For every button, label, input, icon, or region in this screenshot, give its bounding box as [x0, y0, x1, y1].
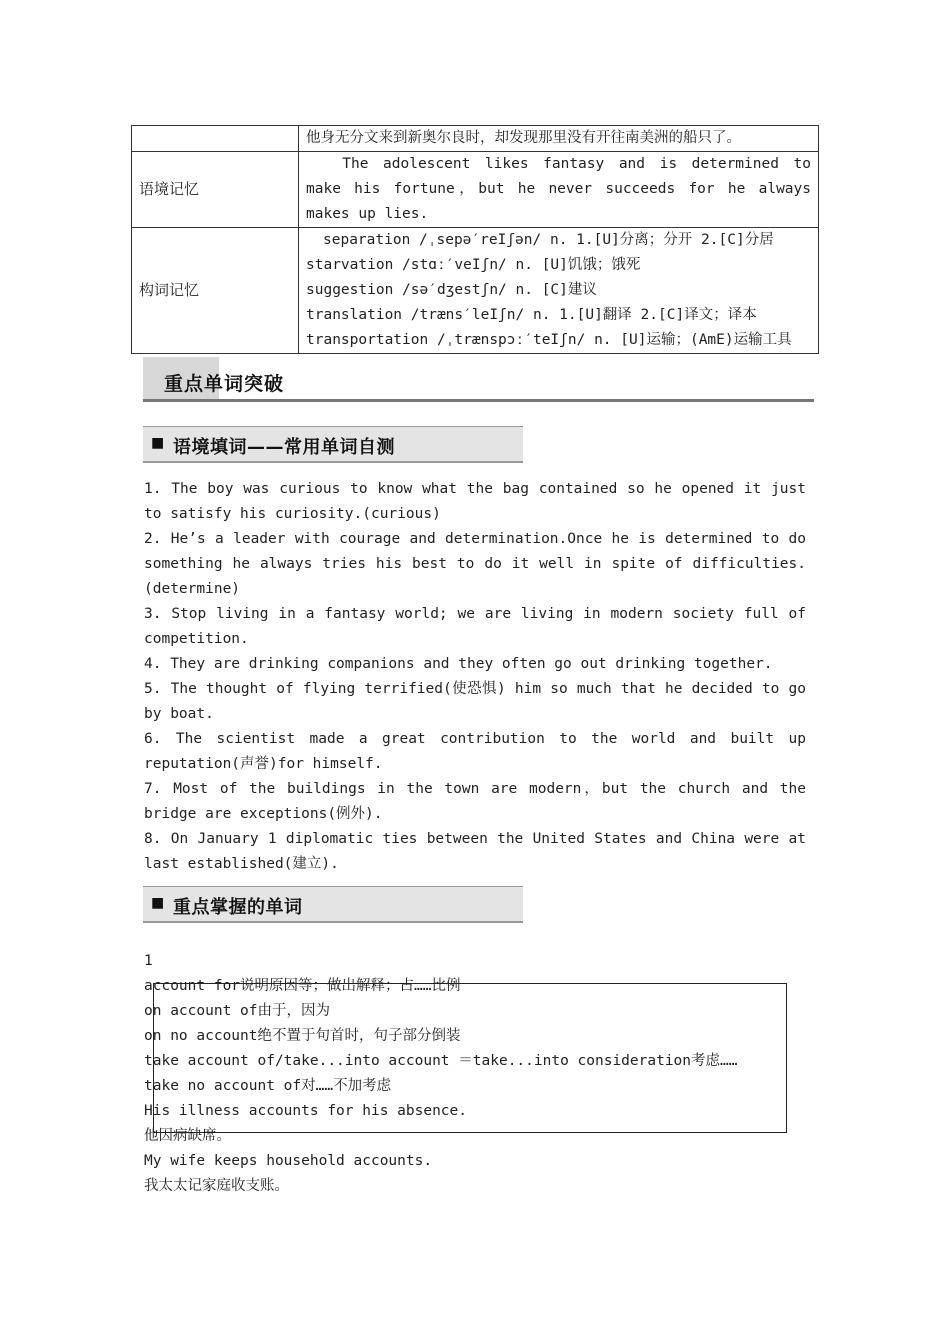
example-translation: 我太太记家庭收支账。 [144, 1178, 289, 1194]
square-bullet-icon: ■ [151, 895, 165, 911]
table-cell-empty [132, 126, 299, 152]
word-formation-cell [299, 228, 819, 354]
word-formation-line: translation /træns′leIʃn/ n. 1.[U]翻译 2.[C]译文；译本 [306, 307, 757, 323]
table-row [132, 126, 819, 152]
exercise-item: 5. The thought of flying terrified(使恐惧) him so much that he decided to go by boat. [144, 681, 806, 722]
subsection-title: 重点掌握的单词 [173, 897, 303, 918]
chinese-translation-cell: 他身无分文来到新奥尔良时，却发现那里没有开往南美洲的船只了。 [299, 126, 819, 152]
word-formation-label: 构词记忆 [132, 228, 299, 354]
exercise-item: 3. Stop living in a fantasy world; we are living in modern society full of competition. [144, 606, 806, 647]
exercise-item: 2. He’s a leader with courage and determination.Once he is determined to do something he always tries his best to do it well in spite of difficulties.(determine) [144, 531, 806, 597]
phrase-line: take account of/take...into account ＝take...into consideration考虑…… [144, 1053, 738, 1069]
exercise-item: 4. They are drinking companions and they often go out drinking together. [144, 656, 773, 672]
subsection-heading-fill-in [143, 426, 523, 463]
word-formation-line: transportation /ˌtrænspɔː′teIʃn/ n. [U]运输；(AmE)运输工具 [306, 332, 792, 348]
phrase-line: on account of由于，因为 [144, 1003, 330, 1019]
exercise-item: 8. On January 1 diplomatic ties between the United States and China were at last established(建立). [144, 831, 806, 872]
phrase-line: on no account绝不置于句首时，句子部分倒装 [144, 1028, 461, 1044]
exercise-list [144, 477, 806, 877]
subsection-heading-key-words [143, 886, 523, 923]
context-memory-label: 语境记忆 [132, 152, 299, 228]
exercise-item: 1. The boy was curious to know what the bag contained so he opened it just to satisfy his curiosity.(curious) [144, 481, 806, 522]
phrase-line: account for说明原因等；做出解释；占……比例 [144, 978, 461, 994]
table-row [132, 228, 819, 354]
example-sentence: His illness accounts for his absence. [144, 1103, 468, 1119]
exercise-item: 6. The scientist made a great contribution to the world and built up reputation(声誉)for himself. [144, 731, 806, 772]
subsection-title: 语境填词——常用单词自测 [173, 437, 395, 458]
vocabulary-table [131, 125, 819, 354]
key-word-entry [144, 949, 806, 1199]
phrase-line: take no account of对……不加考虑 [144, 1078, 392, 1094]
word-formation-line: suggestion /sə′dʒestʃn/ n. [C]建议 [306, 282, 597, 298]
table-row [132, 152, 819, 228]
exercise-item: 7. Most of the buildings in the town are modern，but the church and the bridge are exceptions(例外). [144, 781, 806, 822]
section-title: 重点单词突破 [164, 373, 285, 395]
square-bullet-icon: ■ [151, 435, 165, 451]
section-heading-key-words [143, 357, 814, 402]
example-sentence: My wife keeps household accounts. [144, 1153, 433, 1169]
example-translation: 他因病缺席。 [144, 1128, 231, 1144]
context-memory-text: The adolescent likes fantasy and is determined to make his fortune，but he never succeeds for he always makes up lies. [299, 152, 819, 228]
word-formation-line: separation /ˌsepə′reIʃən/ n. 1.[U]分离；分开 2.[C]分居 [323, 232, 774, 248]
word-formation-line: starvation /stɑː′veIʃn/ n. [U]饥饿；饿死 [306, 257, 641, 273]
word-number: 1 [144, 953, 153, 969]
